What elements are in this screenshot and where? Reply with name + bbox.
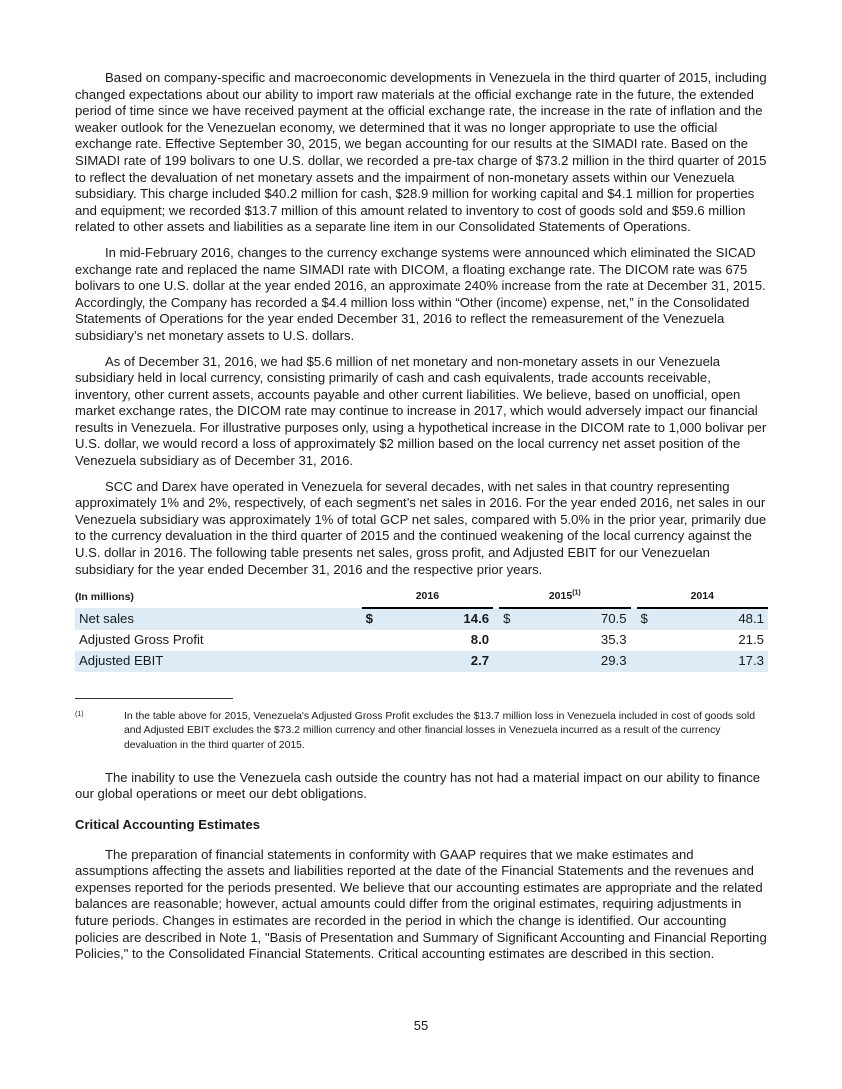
footnote-text: In the table above for 2015, Venezuela's Adjusted Gross Profit excludes the $13.7 million loss in Venezuela included in cost of goods sold and Adjusted EBIT excludes the $73.2 million currency and other financial losses in Venezuela incurred as a result of the currency devaluation in the third quarter of 2015. bbox=[124, 711, 756, 751]
footnote bbox=[75, 710, 768, 753]
value-2015: 29.3 bbox=[519, 651, 630, 672]
column-header-2015 bbox=[499, 587, 630, 608]
column-header-2015-text: 2015 bbox=[548, 589, 573, 602]
paragraph-net-assets-venezuela: As of December 31, 2016, we had $5.6 million of net monetary and non-monetary assets in our Venezuela subsidiary held in local currency, consisting primarily of cash and cash equivalents, trade accounts receivable, inventory, other current assets, accounts payable and other current liabilities. We believe, based on unofficial, open market exchange rates, the DICOM rate may continue to increase in 2017, which would adversely impact our financial results in Venezuela. For illustrative purposes only, using a hypothetical increase in the DICOM rate to 1,000 bolivar per U.S. dollar, we would record a loss of approximately $2 million based on the local currency net asset position of the Venezuela subsidiary as of December 31, 2016. bbox=[75, 353, 767, 469]
column-header-2016 bbox=[362, 587, 493, 608]
value-2016: 2.7 bbox=[382, 651, 493, 672]
currency-empty bbox=[637, 651, 657, 672]
paragraph-venezuela-devaluation-2015: Based on company-specific and macroeconomic developments in Venezuela in the third quarter of 2015, including changed expectations about our ability to import raw materials at the official exchange rate in the future, the extended period of time since we have received payment at the official exchange rate, the increase in the rate of inflation and the weaker outlook for the Venezuelan economy, we determined that it was no longer appropriate to use the official exchange rate. Effective September 30, 2015, we began accounting for our results at the SIMADI rate. Based on the SIMADI rate of 199 bolivars to one U.S. dollar, we recorded a pre-tax charge of $73.2 million in the third quarter of 2015 to reflect the devaluation of net monetary assets and the impairment of non-monetary assets within our Venezuela subsidiary. This charge included $40.2 million for cash, $28.9 million for working capital and $4.1 million for properties and equipment; we recorded $13.7 million of this amount related to inventory to cost of goods sold and $59.6 million related to other assets and liabilities as a separate line item in our Consolidated Statements of Operations. bbox=[75, 70, 767, 235]
value-2014: 17.3 bbox=[657, 651, 768, 672]
currency-empty bbox=[637, 630, 657, 651]
document-page bbox=[75, 70, 768, 972]
value-2015: 70.5 bbox=[519, 608, 630, 630]
paragraph-dicom-exchange-rate: In mid-February 2016, changes to the currency exchange systems were announced which eliminated the SICAD exchange rate and replaced the name SIMADI rate with DICOM, a floating exchange rate. The DICOM rate was 675 bolivars to one U.S. dollar at the year ended 2016, an approximate 240% increase from the rate at December 31, 2015. Accordingly, the Company has recorded a $4.4 million loss within “Other (income) expense, net,” in the Consolidated Statements of Operations for the year ended December 31, 2016 to reflect the remeasurement of the Venezuela subsidiary’s net monetary assets to U.S. dollars. bbox=[75, 244, 766, 343]
currency-empty bbox=[499, 651, 519, 672]
currency-empty bbox=[499, 630, 519, 651]
row-label: Adjusted EBIT bbox=[75, 651, 362, 672]
value-2014: 21.5 bbox=[738, 632, 764, 648]
paragraph-cash-impact: The inability to use the Venezuela cash outside the country has not had a material impact on our ability to finance our global operations or meet our debt obligations. bbox=[75, 769, 761, 802]
currency-empty bbox=[362, 651, 382, 672]
currency-symbol: $ bbox=[499, 608, 519, 630]
footnote-marker: (1) bbox=[75, 711, 84, 719]
table-row-net-sales bbox=[75, 608, 768, 630]
column-header-2016-text: 2016 bbox=[415, 589, 440, 602]
value-2015: 35.3 bbox=[600, 632, 627, 648]
row-label: Adjusted Gross Profit bbox=[79, 632, 204, 648]
currency-symbol: $ bbox=[362, 608, 382, 630]
footnote-divider bbox=[75, 698, 233, 699]
row-label: Net sales bbox=[75, 608, 362, 630]
value-2014: 48.1 bbox=[657, 608, 768, 630]
value-2016: 14.6 bbox=[382, 608, 493, 630]
page-number: 55 bbox=[413, 1018, 429, 1033]
footnote-ref-1: (1) bbox=[572, 589, 581, 597]
table-header-row bbox=[75, 587, 768, 608]
column-header-2014 bbox=[637, 587, 768, 608]
currency-symbol: $ bbox=[637, 608, 657, 630]
section-heading: Critical Accounting Estimates bbox=[75, 817, 261, 833]
venezuela-financials-table bbox=[75, 587, 768, 672]
currency-empty bbox=[362, 630, 382, 651]
value-2016: 8.0 bbox=[470, 632, 490, 648]
column-header-2014-text: 2014 bbox=[690, 589, 714, 602]
table-row-adjusted-ebit bbox=[75, 651, 768, 672]
paragraph-net-sales-venezuela: SCC and Darex have operated in Venezuela for several decades, with net sales in that country representing approximately 1% and 2%, respectively, of each segment’s net sales in 2016. For the year ended 2016, net sales in our Venezuela subsidiary was approximately 1% of total GCP net sales, compared with 5.0% in the prior year, primarily due to the currency devaluation in the third quarter of 2015 and the continued weakening of the local currency against the U.S. dollar in 2016. The following table presents net sales, gross profit, and Adjusted EBIT for our Venezuelan subsidiary for the year ended December 31, 2016 and the respective prior years. bbox=[75, 478, 767, 577]
table-unit-label: (In millions) bbox=[75, 590, 134, 603]
table-row-adjusted-gross-profit bbox=[75, 630, 768, 651]
paragraph-critical-estimates: The preparation of financial statements in conformity with GAAP requires that we make estimates and assumptions affecting the assets and liabilities reported at the date of the Financial Statements and the revenues and expenses reported for the periods presented. We believe that our accounting estimates are appropriate and the related balances are reasonable; however, actual amounts could differ from the original estimates, requiring adjustments in future periods. Changes in estimates are recorded in the period in which the change is identified. Our accounting policies are described in Note 1, "Basis of Presentation and Summary of Significant Accounting and Financial Reporting Policies," to the Consolidated Financial Statements. Critical accounting estimates are described in this section. bbox=[75, 846, 767, 962]
